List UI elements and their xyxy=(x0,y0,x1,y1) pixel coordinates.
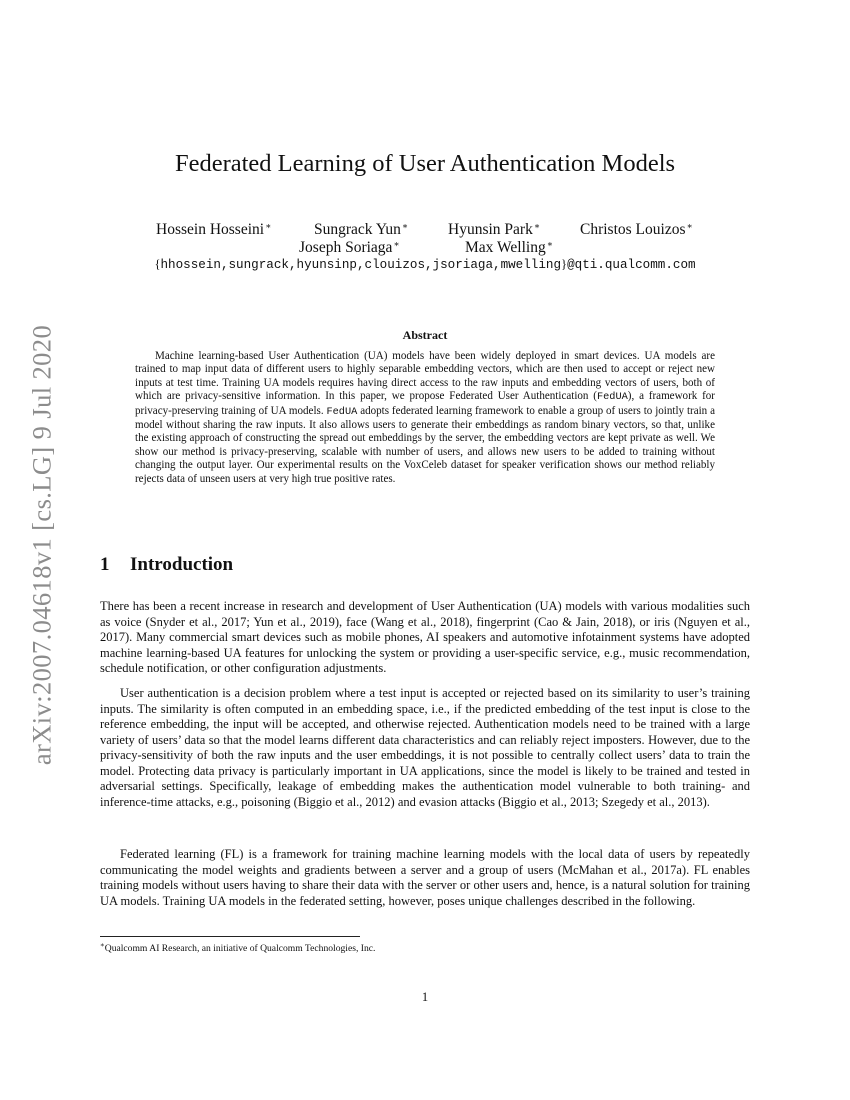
author: Sungrack Yun∗ xyxy=(314,221,408,238)
page-number: 1 xyxy=(421,990,429,1004)
arxiv-stamp xyxy=(20,310,64,780)
abstract-text: Machine learning-based User Authentication (UA) models have been widely deployed in smart devices. UA models are trained to map input data of different users to highly separable embedding vectors, which are then used to accept or reject new inputs at test time. Training UA models requires having direct access to the raw inputs and embedding vectors of users, both of which are privacy-sensitive information. In this paper, we propose Federated User Authentication (FedUA), a framework for privacy-preserving training of UA models. FedUA adopts federated learning framework to enable a group of users to jointly train a model without sharing the raw inputs. It also allows users to generate their embeddings as random binary vectors, so that, unlike the existing approach of constructing the spread out embeddings by the server, the embedding vectors are kept private as well. We show our method is privacy-preserving, scalable with number of users, and allows new users to be added to training without changing the output layer. Our experimental results on the VoxCeleb dataset for speaker verification shows our method reliably rejects data of unseen users at very high true positive rates. xyxy=(135,350,715,485)
footnote: ∗Qualcomm AI Research, an initiative of Qualcomm Technologies, Inc. xyxy=(100,941,376,954)
intro-paragraph: Federated learning (FL) is a framework for training machine learning models with the local data of users by repeatedly communicating the model weights and gradients between a server and a group of users (McMahan et al., 2017a). FL enables training models without users having to share their data with the server or other users and, hence, is a natural solution for training UA models. Training UA models in the federated setting, however, poses unique challenges described in the following. xyxy=(100,847,750,908)
section-heading: 1 Introduction xyxy=(100,554,234,575)
footnote-rule xyxy=(100,936,360,937)
author: Hossein Hosseini∗ xyxy=(156,221,272,238)
arxiv-stamp-text: arXiv:2007.04618v1 [cs.LG] 9 Jul 2020 xyxy=(26,324,57,766)
author: Hyunsin Park∗ xyxy=(448,221,540,238)
author: Max Welling∗ xyxy=(465,239,553,256)
abstract-heading: Abstract xyxy=(402,328,448,342)
author-emails: {hhossein,sungrack,hyunsinp,clouizos,jsoriaga,mwelling}@qti.qualcomm.com xyxy=(154,257,696,272)
author: Christos Louizos∗ xyxy=(580,221,693,238)
intro-paragraph: There has been a recent increase in research and development of User Authentication (UA) models with various modalities such as voice (Snyder et al., 2017; Yun et al., 2019), face (Wang et al., 2018), fingerprint (Cao & Jain, 2018), or iris (Nguyen et al., 2017). Many commercial smart devices such as mobile phones, AI speakers and automotive infotainment systems have adopted machine learning-based UA features for unlocking the system or providing a user-specific service, e.g., music recommendation, schedule notification, or other configuration adjustments. xyxy=(100,599,750,676)
paper-title: Federated Learning of User Authentication Models xyxy=(174,150,676,177)
intro-paragraph: User authentication is a decision problem where a test input is accepted or rejected based on its similarity to user’s training inputs. The similarity is often computed in an embedding space, i.e., if the predicted embedding of the test input is close to the reference embedding, the input will be accepted, and otherwise rejected. Authentication models need to be trained with a large variety of users’ data so that the model learns different data characteristics and can reliably reject imposters. However, due to the privacy-sensitivity of both the raw inputs and the user embeddings, it is not possible to centrally collect users’ data to train the model. Protecting data privacy is particularly important in UA applications, since the model is likely to be trained and tested in adversarial settings. Specifically, leakage of embedding makes the authentication model vulnerable to both training- and inference-time attacks, e.g., poisoning (Biggio et al., 2012) and evasion attacks (Biggio et al., 2013; Szegedy et al., 2013). xyxy=(100,686,750,809)
author: Joseph Soriaga∗ xyxy=(299,239,400,256)
